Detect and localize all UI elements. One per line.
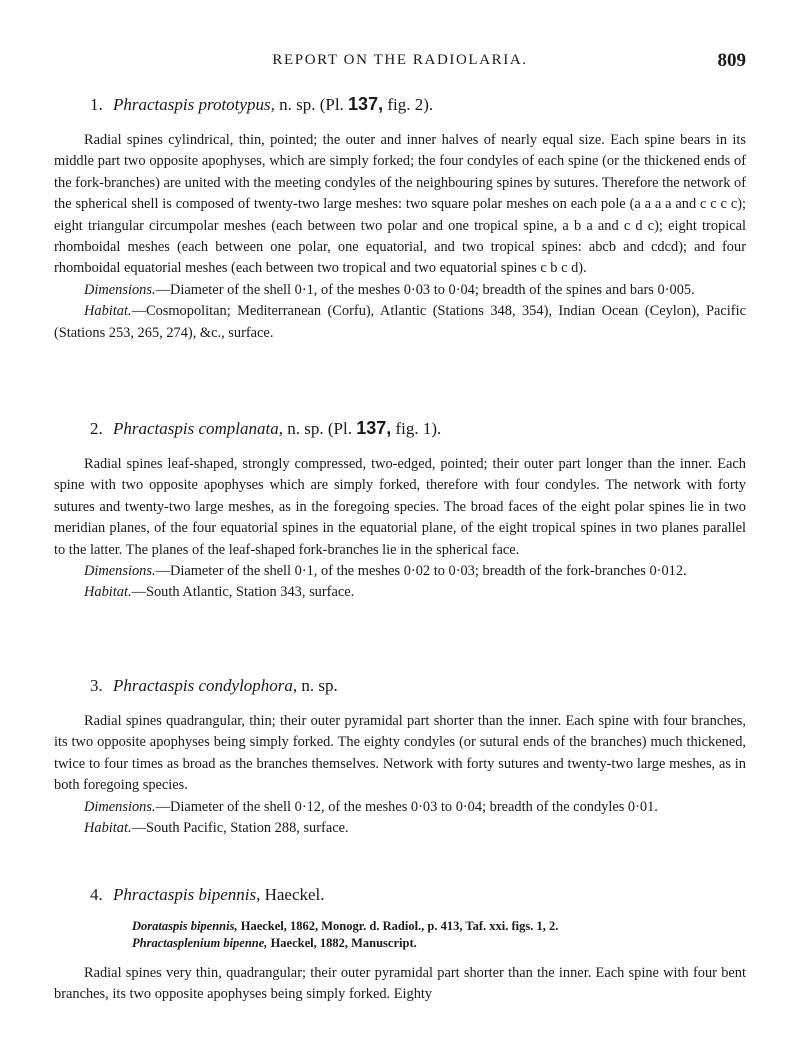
- species-name: Phractaspis complanata,: [113, 419, 283, 438]
- habitat-paragraph: [54, 301, 746, 344]
- species-author: n. sp.: [279, 95, 316, 114]
- species-description: Radial spines very thin, quadrangular; their outer pyramidal part shorter than the inner. Each spine with four bent branches, its two opposite apophyses being simply forked. Eighty: [54, 965, 746, 1003]
- species-number: 2.: [90, 419, 103, 438]
- species-heading: [90, 675, 746, 697]
- species-description: Radial spines cylindrical, thin, pointed; the outer and inner halves of nearly equal size. Each spine bears in its middle part two opposite apophyses, which are simply forked; the four condyles of each spine (or the thickened ends of the fork-branches) are united with the meeting condyles of the neighbouring spines by sutures. Therefore the network of the spherical shell is composed of twenty-two large meshes: two square polar meshes on each pole (a a a a and c c c c); eight triangular circumpolar meshes (each between two polar and one tropical spine, a b a and c d c); eight tropical rhomboidal meshes (each between one polar, one equatorial, and two tropical spines: abcb and cdcd); and four rhomboidal equatorial meshes (each between two tropical and two equatorial spines c b c d).: [54, 132, 746, 277]
- dimensions-text: —Diameter of the shell 0·1, of the meshes 0·03 to 0·04; breadth of the spines and bars 0·005.: [155, 281, 695, 298]
- dimensions-label: Dimensions.: [84, 281, 156, 298]
- dimensions-paragraph: [54, 797, 746, 818]
- synonym-line: Phractasplenium bipenne, Haeckel, 1882, Manuscript.: [132, 936, 417, 950]
- habitat-label: Habitat.: [84, 584, 132, 601]
- species-entry-4: [54, 884, 746, 1006]
- species-heading: [90, 93, 746, 116]
- dimensions-label: Dimensions.: [84, 798, 156, 815]
- habitat-text: —South Pacific, Station 288, surface.: [131, 820, 349, 837]
- plate-reference: (Pl. 137, fig. 2).: [319, 94, 434, 114]
- species-number: 4.: [90, 885, 103, 904]
- habitat-paragraph: [54, 818, 746, 839]
- dimensions-text: —Diameter of the shell 0·1, of the meshes 0·02 to 0·03; breadth of the fork-branches 0·012.: [155, 563, 687, 580]
- species-author: n. sp.: [287, 419, 324, 438]
- page-number: 809: [717, 50, 746, 71]
- habitat-paragraph: [54, 582, 746, 603]
- species-heading: [90, 417, 746, 440]
- plate-reference: (Pl. 137, fig. 1).: [327, 418, 442, 438]
- species-description: Radial spines leaf-shaped, strongly compressed, two-edged, pointed; their outer part longer than the inner. Each spine with two opposite apophyses which are simply forked, therefore with four condyles. The network with forty sutures and twenty-two large meshes, as in the foregoing species. The broad faces of the eight polar spines lie in two meridian planes, of the four equatorial spines in the equatorial plane, of the eight tropical spines in two planes parallel to the latter. The planes of the leaf-shaped fork-branches lie in the spherical face.: [54, 456, 746, 558]
- species-name: Phractaspis prototypus,: [113, 95, 275, 114]
- synonymy: [132, 918, 746, 952]
- species-author: n. sp.: [301, 676, 338, 695]
- habitat-label: Habitat.: [84, 303, 132, 320]
- species-entry-1: [54, 93, 746, 344]
- species-entry-2: [54, 417, 746, 604]
- dimensions-paragraph: [54, 280, 746, 301]
- running-title: REPORT ON THE RADIOLARIA.: [272, 52, 528, 68]
- species-name: Phractaspis bipennis,: [113, 885, 261, 904]
- species-entry-3: [54, 675, 746, 839]
- species-number: 3.: [90, 676, 103, 695]
- dimensions-text: —Diameter of the shell 0·12, of the meshes 0·03 to 0·04; breadth of the condyles 0·01.: [155, 798, 658, 815]
- species-heading: [90, 884, 746, 906]
- habitat-text: —Cosmopolitan; Mediterranean (Corfu), Atlantic (Stations 348, 354), Indian Ocean (Ceylon), Pacific (Stations 253, 265, 274), &c., surface.: [54, 303, 746, 341]
- species-number: 1.: [90, 95, 103, 114]
- species-name: Phractaspis condylophora,: [113, 676, 298, 695]
- habitat-text: —South Atlantic, Station 343, surface.: [131, 584, 355, 601]
- dimensions-label: Dimensions.: [84, 563, 156, 580]
- dimensions-paragraph: [54, 561, 746, 582]
- running-head: [0, 50, 800, 72]
- species-author: Haeckel.: [264, 885, 325, 904]
- synonym-line: Dorataspis bipennis, Haeckel, 1862, Monogr. d. Radiol., p. 413, Taf. xxi. figs. 1, 2.: [132, 919, 559, 933]
- species-description: Radial spines quadrangular, thin; their outer pyramidal part shorter than the inner. Each spine with four branches, its two opposite apophyses being simply forked. The eighty condyles (or sutural ends of the branches) much thickened, twice to four times as broad as the branches themselves. Network with forty sutures and twenty-two large meshes, as in both foregoing species.: [54, 713, 746, 794]
- habitat-label: Habitat.: [84, 820, 132, 837]
